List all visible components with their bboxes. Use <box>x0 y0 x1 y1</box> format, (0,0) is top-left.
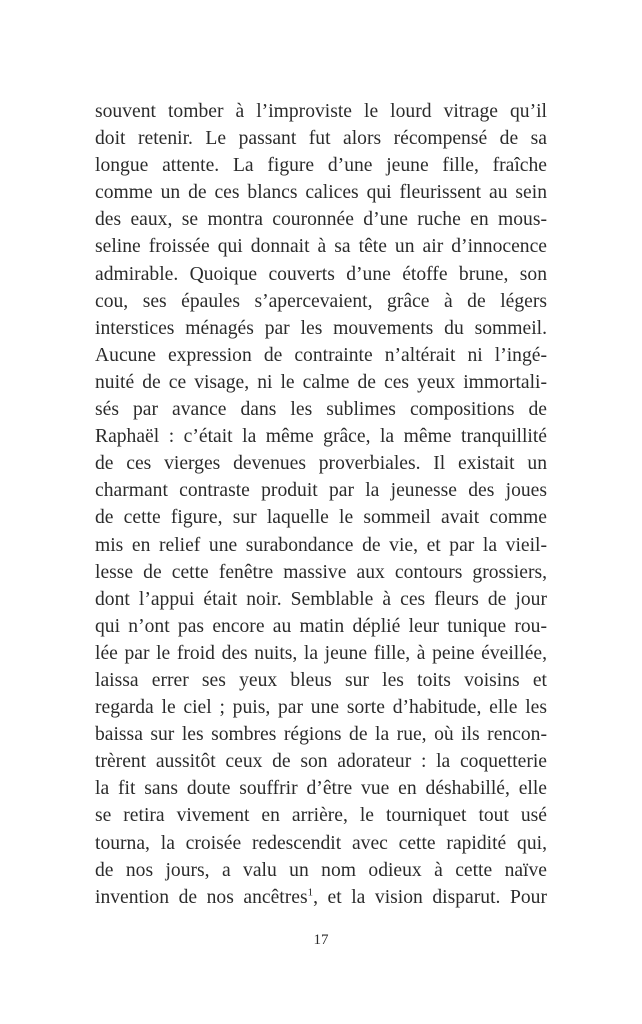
text-line-27: se retira vivement en arrière, le tourniquet tout usé <box>95 805 547 827</box>
text-after-footnote: , et la vision disparut. Pour <box>313 886 547 908</box>
text-line-23: regarda le ciel ; puis, par une sorte d’habitude, elle les <box>95 697 547 719</box>
text-line-18: lesse de cette fenêtre massive aux contours grossiers, <box>95 561 547 583</box>
text-before-footnote: invention de nos ancêtres <box>95 886 308 908</box>
text-line-13: Raphaël : c’était la même grâce, la même tranquillité <box>95 426 547 448</box>
text-line-19: dont l’appui était noir. Semblable à ces fleurs de jour <box>95 588 547 610</box>
text-line-12: sés par avance dans les sublimes compositions de <box>95 399 547 421</box>
text-line-9: interstices ménagés par les mouvements du sommeil. <box>95 317 547 339</box>
text-line-28: tourna, la croisée redescendit avec cette rapidité qui, <box>95 832 547 854</box>
text-line-16: de cette figure, sur laquelle le sommeil avait comme <box>95 507 547 529</box>
text-line-17: mis en relief une surabondance de vie, et par la vieil- <box>95 534 547 556</box>
text-line-2: doit retenir. Le passant fut alors récompensé de sa <box>95 128 547 150</box>
page-number: 17 <box>313 932 329 948</box>
text-line-21: lée par le froid des nuits, la jeune fille, à peine éveillée, <box>95 642 547 664</box>
text-line-11: nuité de ce visage, ni le calme de ces yeux immortali- <box>95 371 547 393</box>
text-line-5: des eaux, se montra couronnée d’une ruche en mous- <box>95 209 547 231</box>
text-line-30 <box>95 884 547 911</box>
body-text <box>95 98 547 911</box>
footnote-marker[interactable]: 1 <box>307 886 314 899</box>
text-line-14: de ces vierges devenues proverbiales. Il existait un <box>95 453 547 475</box>
text-line-26: la fit sans doute souffrir d’être vue en déshabillé, elle <box>95 778 547 800</box>
text-line-20: qui n’ont pas encore au matin déplié leur tunique rou- <box>95 615 547 637</box>
text-line-24: baissa sur les sombres régions de la rue, où ils rencon- <box>95 724 547 746</box>
text-line-3: longue attente. La figure d’une jeune fille, fraîche <box>95 155 547 177</box>
text-line-25: trèrent aussitôt ceux de son adorateur : la coquetterie <box>95 751 547 773</box>
text-line-10: Aucune expression de contrainte n’altérait ni l’ingé- <box>95 344 547 366</box>
text-line-1: souvent tomber à l’improviste le lourd vitrage qu’il <box>95 101 547 122</box>
text-line-8: cou, ses épaules s’apercevaient, grâce à de légers <box>95 290 547 312</box>
text-line-6: seline froissée qui donnait à sa tête un air d’innocence <box>95 236 547 258</box>
text-line-7: admirable. Quoique couverts d’une étoffe brune, son <box>95 263 547 285</box>
text-line-15: charmant contraste produit par la jeunesse des joues <box>95 480 547 502</box>
text-line-4: comme un de ces blancs calices qui fleurissent au sein <box>95 182 547 204</box>
text-line-22: laissa errer ses yeux bleus sur les toits voisins et <box>95 669 547 691</box>
text-line-29: de nos jours, a valu un nom odieux à cette naïve <box>95 859 547 881</box>
